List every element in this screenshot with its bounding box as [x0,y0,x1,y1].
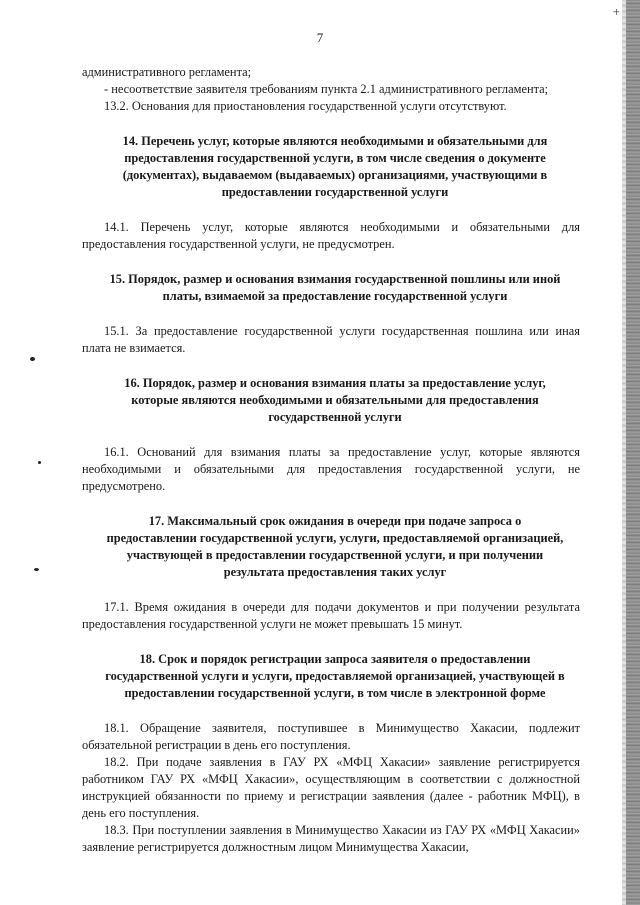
paragraph: - несоответствие заявителя требованиям пункта 2.1 административного регламента; [104,82,549,96]
scan-speck [34,568,39,571]
paragraph: административного регламента; [82,65,252,79]
paragraph: 15.1. За предоставление государственной услуги государственная пошлина или иная плата не взимается. [82,324,580,355]
paragraph: 13.2. Основания для приостановления государственной услуги отсутствуют. [104,99,507,113]
paragraph: 17.1. Время ожидания в очереди для подачи документов и при получении результата предоставления государственной услуги не может превышать 15 минут. [82,600,580,631]
paragraph: 16.1. Оснований для взимания платы за предоставление услуг, которые являются необходимыми и обязательными для предоставления государственной услуги, не предусмотрено. [82,445,580,493]
section-heading-14: 14. Перечень услуг, которые являются необходимыми и обязательными для предоставления государственной услуги, в том числе сведения о документе (документах), выдаваемом (выдаваемых) организациями, участвующими в предоставлении государственной услуги [122,134,548,199]
paragraph: 14.1. Перечень услуг, которые являются необходимыми и обязательными для предоставления государственной услуги, не предусмотрен. [82,220,580,251]
scan-speck [38,461,41,464]
paragraph: 18.3. При поступлении заявления в Минимущество Хакасии из ГАУ РХ «МФЦ Хакасии» заявление регистрируется должностным лицом Минимущества Хакасии, [82,823,580,854]
page-number: 7 [316,30,324,45]
scan-edge [626,0,640,905]
corner-mark: + [612,4,620,19]
section-heading-15: 15. Порядок, размер и основания взимания государственной пошлины или иной платы, взимаемой за предоставление государственной услуги [109,272,561,303]
document-body [82,64,580,856]
paragraph: 18.2. При подаче заявления в ГАУ РХ «МФЦ Хакасии» заявление регистрируется работником ГАУ РХ «МФЦ Хакасии», осуществляющим в соответствии с должностной инструкцией обязанности по приему и регистрации заявления (далее - работник МФЦ), в день его поступления. [82,755,580,820]
scan-speck [30,357,35,361]
section-heading-17: 17. Максимальный срок ожидания в очереди при подаче запроса о предоставлении государственной услуги, услуги, предоставляемой организацией, участвующей в предоставлении государственной услуги, и при получении результата предоставления таких услуг [106,514,564,579]
paragraph: 18.1. Обращение заявителя, поступившее в Минимущество Хакасии, подлежит обязательной регистрации в день его поступления. [82,721,580,752]
section-heading-16: 16. Порядок, размер и основания взимания платы за предоставление услуг, которые являются необходимыми и обязательными для предоставления государственной услуги [124,376,546,424]
section-heading-18: 18. Срок и порядок регистрации запроса заявителя о предоставлении государственной услуги и услуги, предоставляемой организацией, участвующей в предоставлении государственной услуги, в том числе в электронной форме [105,652,565,700]
